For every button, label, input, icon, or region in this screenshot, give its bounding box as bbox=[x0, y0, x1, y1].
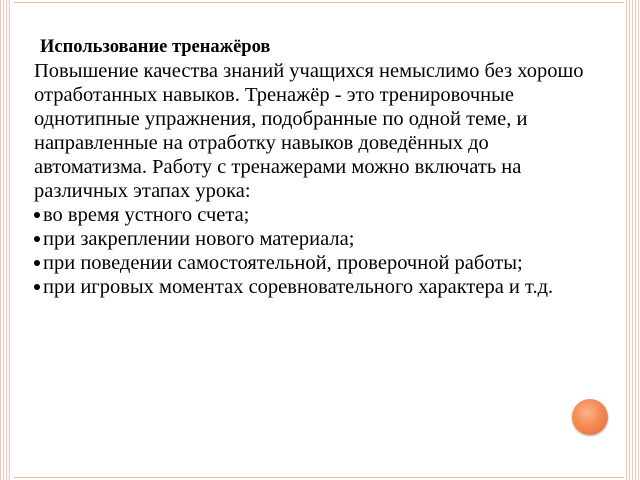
bullet-item bbox=[34, 203, 589, 227]
bullet-item bbox=[34, 227, 589, 251]
bullet-text: при поведении самостоятельной, проверочной работы; bbox=[43, 252, 523, 274]
bullet-item bbox=[34, 275, 589, 299]
top-frame-line bbox=[14, 2, 624, 3]
bullet-dot-icon bbox=[34, 284, 40, 290]
orange-orb-icon bbox=[572, 399, 608, 435]
bullet-text: при игровых моментах соревновательного характера и т.д. bbox=[43, 276, 554, 298]
bottom-frame-line bbox=[14, 477, 624, 478]
bullet-text: при закреплении нового материала; bbox=[43, 228, 355, 250]
bullet-dot-icon bbox=[34, 212, 40, 218]
left-stripe-border bbox=[0, 0, 12, 480]
bullet-item bbox=[34, 251, 589, 275]
bullet-list bbox=[34, 203, 589, 299]
slide-title: Использование тренажёров bbox=[40, 37, 271, 57]
slide-content bbox=[34, 35, 589, 299]
bullet-text: во время устного счета; bbox=[43, 204, 250, 226]
right-stripe-border bbox=[626, 0, 640, 480]
bullet-dot-icon bbox=[34, 236, 40, 242]
intro-paragraph: Повышение качества знаний учащихся немыслимо без хорошо отработанных навыков. Тренажёр - это тренировочные однотипные упражнения, подобранные по одной теме, и направленные на отработку навыков доведённых до автоматизма. Работу с тренажерами можно включать на различных этапах урока: bbox=[34, 60, 584, 202]
bullet-dot-icon bbox=[34, 260, 40, 266]
